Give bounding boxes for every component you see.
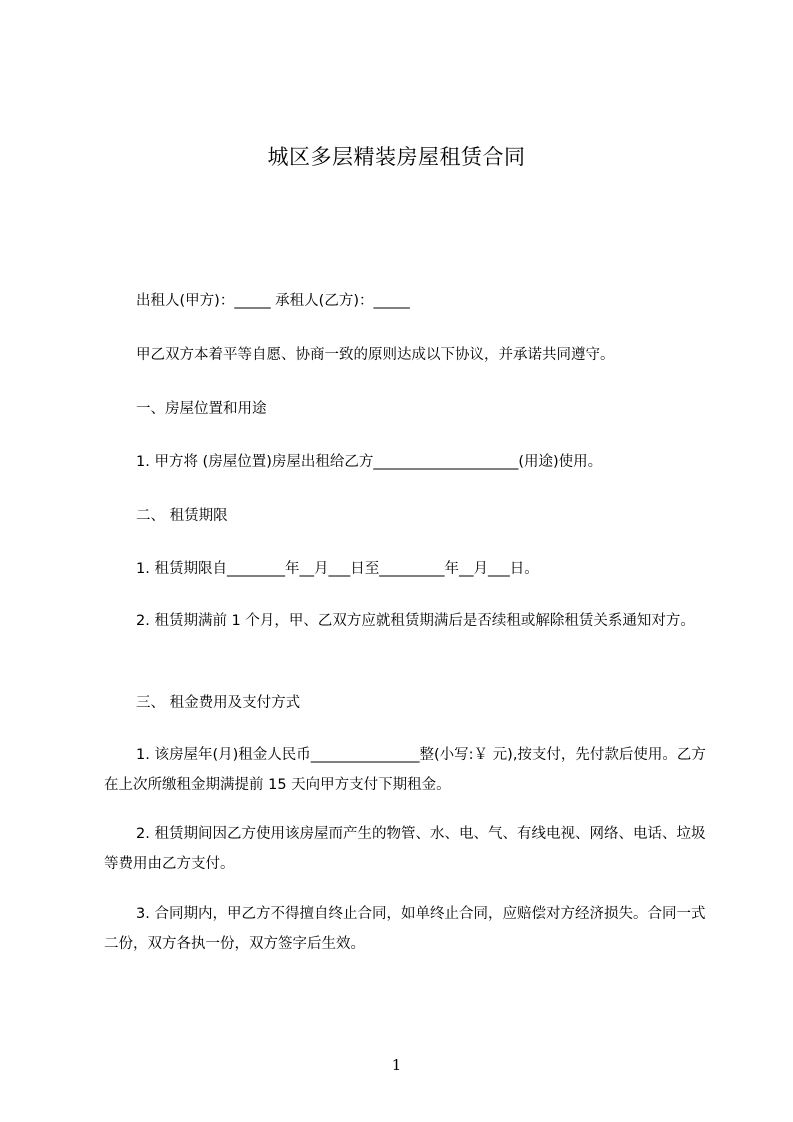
section-3-item-2: 2. 租赁期间因乙方使用该房屋而产生的物管、水、电、气、有线电视、网络、电话、垃圾等费用由乙方支付。 <box>104 826 706 872</box>
section-1-item-1: 1. 甲方将 (房屋位置)房屋出租给乙方____________________(用途)使用。 <box>136 454 603 470</box>
section-3-item-3: 3. 合同期内，甲乙方不得擅自终止合同，如单终止合同，应赔偿对方经济损失。合同一式二份，双方各执一份，双方签字后生效。 <box>104 906 706 952</box>
section-3-heading: 三、 租金费用及支付方式 <box>136 695 301 711</box>
page-number: 1 <box>391 1056 402 1074</box>
section-2-item-1: 1. 租赁期限自________年__月___日至_________年__月___日。 <box>136 561 539 577</box>
section-3-item-1: 1. 该房屋年(月)租金人民币_______________整(小写:￥ 元),按支付，先付款后使用。乙方在上次所缴租金期满提前 15 天向甲方支付下期租金。 <box>104 747 706 793</box>
parties-line: 出租人(甲方)：_____ 承租人(乙方)：_____ <box>136 293 410 309</box>
section-2-item-2: 2. 租赁期满前 1 个月，甲、乙双方应就租赁期满后是否续租或解除租赁关系通知对方。 <box>136 613 695 629</box>
document-title: 城区多层精装房屋租赁合同 <box>267 145 526 169</box>
section-1-heading: 一、房屋位置和用途 <box>136 401 267 417</box>
section-2-heading: 二、 租赁期限 <box>136 508 228 524</box>
intro-paragraph: 甲乙双方本着平等自愿、协商一致的原则达成以下协议，并承诺共同遵守。 <box>136 347 615 363</box>
